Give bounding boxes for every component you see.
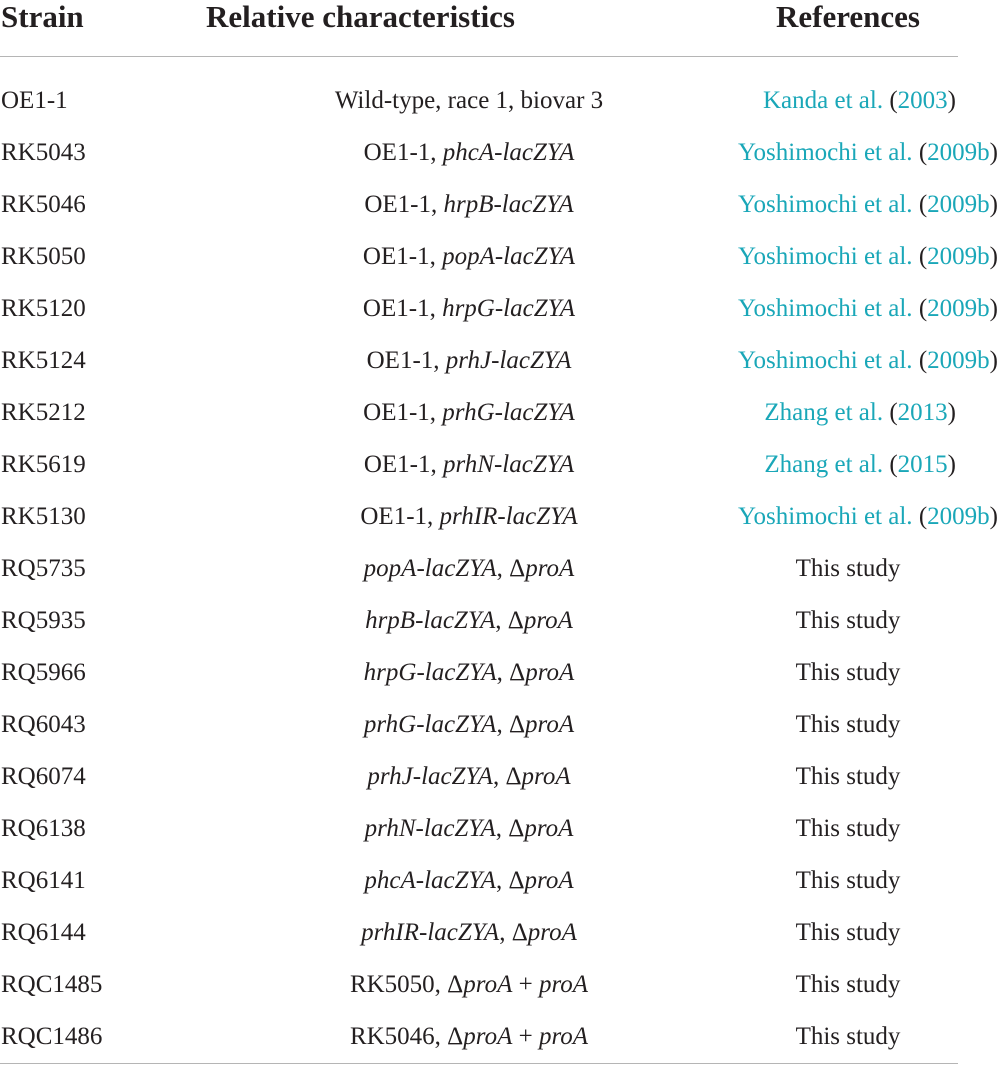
characteristics-cell xyxy=(200,907,738,959)
gene-name: prhJ-lacZYA xyxy=(367,763,493,790)
characteristics-text: OE1-1, xyxy=(363,139,443,166)
characteristics-text: OE1-1, xyxy=(363,451,443,478)
characteristics-cell xyxy=(200,179,738,231)
gene-name: popA-lacZYA xyxy=(363,555,497,582)
table-row xyxy=(0,231,958,283)
strain-cell: RK5120 xyxy=(1,295,86,322)
close-paren: ) xyxy=(947,87,956,114)
reference-author-link[interactable]: Yoshimochi et al. xyxy=(738,243,913,270)
reference-cell[interactable] xyxy=(738,491,998,543)
characteristics-text: , Δ xyxy=(492,763,522,790)
gene-name: prhG-lacZYA xyxy=(442,399,575,426)
characteristics-text: OE1-1, xyxy=(363,399,443,426)
reference-cell: This study xyxy=(795,659,901,686)
table-row xyxy=(0,699,958,751)
strain-cell: RQ5935 xyxy=(1,607,86,634)
reference-year-link[interactable]: 2013 xyxy=(897,399,948,426)
strain-cell: RQ6144 xyxy=(1,919,86,946)
reference-year-link[interactable]: 2009b xyxy=(927,503,990,530)
open-paren: ( xyxy=(912,139,928,166)
reference-cell[interactable] xyxy=(738,231,998,283)
reference-cell[interactable] xyxy=(738,75,958,127)
characteristics-text: Wild-type, race 1, biovar 3 xyxy=(334,87,604,114)
reference-cell: This study xyxy=(795,711,901,738)
header-strain: Strain xyxy=(0,0,200,57)
gene-name: proA xyxy=(527,919,577,946)
table-row xyxy=(0,751,958,803)
characteristics-text: , Δ xyxy=(496,711,526,738)
characteristics-text: OE1-1, xyxy=(366,347,446,374)
reference-cell[interactable] xyxy=(738,439,958,491)
characteristics-cell xyxy=(200,127,738,179)
reference-cell: This study xyxy=(795,815,901,842)
characteristics-cell xyxy=(200,491,738,543)
gene-name: phcA-lacZYA xyxy=(364,867,496,894)
reference-cell: This study xyxy=(738,1011,958,1064)
reference-author-link[interactable]: Yoshimochi et al. xyxy=(738,295,913,322)
characteristics-text: , Δ xyxy=(495,867,525,894)
close-paren: ) xyxy=(989,139,998,166)
table-row xyxy=(0,491,958,543)
close-paren: ) xyxy=(989,295,998,322)
reference-author-link[interactable]: Zhang et al. xyxy=(764,451,884,478)
strain-cell: RK5212 xyxy=(1,399,86,426)
characteristics-text: + xyxy=(512,1023,539,1050)
table-row xyxy=(0,543,958,595)
gene-name: proA xyxy=(463,1023,513,1050)
reference-author-link[interactable]: Zhang et al. xyxy=(764,399,884,426)
strain-cell: OE1-1 xyxy=(1,87,68,114)
table-row xyxy=(0,387,958,439)
strain-cell: RK5043 xyxy=(1,139,86,166)
characteristics-text: OE1-1, xyxy=(360,503,440,530)
gene-name: proA xyxy=(538,1023,589,1050)
gene-name: prhJ-lacZYA xyxy=(445,347,572,374)
strain-cell: RQ6138 xyxy=(1,815,86,842)
strain-cell: RK5619 xyxy=(1,451,86,478)
reference-year-link[interactable]: 2009b xyxy=(927,295,990,322)
strain-cell: RK5124 xyxy=(1,347,86,374)
reference-author-link[interactable]: Yoshimochi et al. xyxy=(738,347,913,374)
close-paren: ) xyxy=(947,451,956,478)
gene-name: proA xyxy=(524,867,574,894)
reference-cell[interactable] xyxy=(738,127,998,179)
table-row xyxy=(0,1011,958,1064)
strain-cell: RQ6043 xyxy=(1,711,86,738)
reference-year-link[interactable]: 2003 xyxy=(897,87,948,114)
open-paren: ( xyxy=(912,295,928,322)
table-row xyxy=(0,907,958,959)
open-paren: ( xyxy=(912,191,928,218)
characteristics-cell xyxy=(200,855,738,907)
characteristics-cell xyxy=(200,543,738,595)
characteristics-cell xyxy=(200,231,738,283)
close-paren: ) xyxy=(947,399,956,426)
strain-cell: RQC1485 xyxy=(1,971,103,998)
characteristics-text: , Δ xyxy=(496,555,526,582)
gene-name: hrpB-lacZYA xyxy=(443,191,574,218)
strain-cell: RQ6141 xyxy=(1,867,86,894)
open-paren: ( xyxy=(883,399,898,426)
open-paren: ( xyxy=(883,451,898,478)
reference-cell: This study xyxy=(795,763,901,790)
close-paren: ) xyxy=(989,503,998,530)
strain-cell: RQ6074 xyxy=(1,763,86,790)
strain-cell: RQC1486 xyxy=(0,1011,200,1064)
characteristics-cell xyxy=(200,387,738,439)
table-row xyxy=(0,127,958,179)
gene-name: prhG-lacZYA xyxy=(363,711,497,738)
gene-name: hrpB-lacZYA xyxy=(365,607,496,634)
close-paren: ) xyxy=(989,347,998,374)
gene-name: proA xyxy=(525,711,575,738)
characteristics-cell xyxy=(200,803,738,855)
gene-name: hrpG-lacZYA xyxy=(442,295,576,322)
gene-name: proA xyxy=(525,659,575,686)
reference-year-link[interactable]: 2009b xyxy=(927,139,990,166)
gene-name: phcA-lacZYA xyxy=(442,139,575,166)
characteristics-cell xyxy=(200,699,738,751)
open-paren: ( xyxy=(912,503,928,530)
gene-name: proA xyxy=(525,555,575,582)
gene-name: prhN-lacZYA xyxy=(443,451,575,478)
gene-name: proA xyxy=(538,971,589,998)
reference-cell[interactable] xyxy=(738,387,958,439)
reference-cell: This study xyxy=(795,555,901,582)
header-row xyxy=(0,0,958,57)
open-paren: ( xyxy=(883,87,898,114)
characteristics-text: OE1-1, xyxy=(364,191,444,218)
header-references: References xyxy=(738,0,958,57)
table-row xyxy=(0,647,958,699)
characteristics-text: , Δ xyxy=(496,659,526,686)
strain-cell: RQ5735 xyxy=(1,555,86,582)
characteristics-text: RK5050, Δ xyxy=(349,971,464,998)
reference-author-link[interactable]: Yoshimochi et al. xyxy=(738,503,913,530)
characteristics-cell xyxy=(200,335,738,387)
close-paren: ) xyxy=(989,243,998,270)
reference-cell[interactable] xyxy=(738,283,998,335)
header-spacer xyxy=(0,57,958,76)
gene-name: prhN-lacZYA xyxy=(364,815,496,842)
strain-cell: RK5130 xyxy=(1,503,86,530)
characteristics-text: , Δ xyxy=(495,607,524,634)
reference-cell: This study xyxy=(795,919,901,946)
characteristics-text: + xyxy=(512,971,539,998)
reference-author-link[interactable]: Kanda et al. xyxy=(763,87,884,114)
characteristics-cell xyxy=(200,283,738,335)
reference-year-link[interactable]: 2009b xyxy=(927,347,990,374)
open-paren: ( xyxy=(912,243,928,270)
table-row xyxy=(0,283,958,335)
reference-cell: This study xyxy=(795,867,901,894)
characteristics-cell xyxy=(200,647,738,699)
table-row xyxy=(0,959,958,1011)
characteristics-text: , Δ xyxy=(495,815,525,842)
reference-year-link[interactable]: 2015 xyxy=(897,451,948,478)
gene-name: prhIR-lacZYA xyxy=(361,919,500,946)
strain-cell: RQ5966 xyxy=(1,659,86,686)
reference-cell[interactable] xyxy=(738,179,998,231)
table-row xyxy=(0,75,958,127)
gene-name: proA xyxy=(521,763,571,790)
reference-cell[interactable] xyxy=(738,335,998,387)
strain-cell: RK5046 xyxy=(1,191,86,218)
gene-name: proA xyxy=(523,607,573,634)
reference-author-link[interactable]: Yoshimochi et al. xyxy=(738,139,913,166)
gene-name: prhIR-lacZYA xyxy=(439,503,578,530)
reference-cell: This study xyxy=(795,607,901,634)
reference-author-link[interactable]: Yoshimochi et al. xyxy=(738,191,913,218)
table-row xyxy=(0,439,958,491)
reference-year-link[interactable]: 2009b xyxy=(927,243,990,270)
table-row xyxy=(0,179,958,231)
characteristics-cell xyxy=(200,595,738,647)
reference-cell: This study xyxy=(795,971,901,998)
table-body xyxy=(0,57,998,1064)
gene-name: proA xyxy=(463,971,513,998)
table-row xyxy=(0,855,958,907)
characteristics-text: OE1-1, xyxy=(362,295,443,322)
characteristics-cell xyxy=(200,75,738,127)
characteristics-text: , Δ xyxy=(499,919,528,946)
characteristics-cell xyxy=(200,1011,738,1064)
gene-name: popA-lacZYA xyxy=(442,243,576,270)
characteristics-cell xyxy=(200,439,738,491)
gene-name: proA xyxy=(524,815,574,842)
open-paren: ( xyxy=(912,347,928,374)
strain-cell: RK5050 xyxy=(1,243,86,270)
gene-name: hrpG-lacZYA xyxy=(363,659,497,686)
characteristics-cell xyxy=(200,751,738,803)
characteristics-text: RK5046, Δ xyxy=(349,1023,464,1050)
table-row xyxy=(0,595,958,647)
characteristics-text: OE1-1, xyxy=(362,243,443,270)
table-row xyxy=(0,335,958,387)
close-paren: ) xyxy=(989,191,998,218)
header-relative-characteristics: Relative characteristics xyxy=(200,0,738,57)
reference-year-link[interactable]: 2009b xyxy=(927,191,990,218)
characteristics-cell xyxy=(200,959,738,1011)
table-row xyxy=(0,803,958,855)
